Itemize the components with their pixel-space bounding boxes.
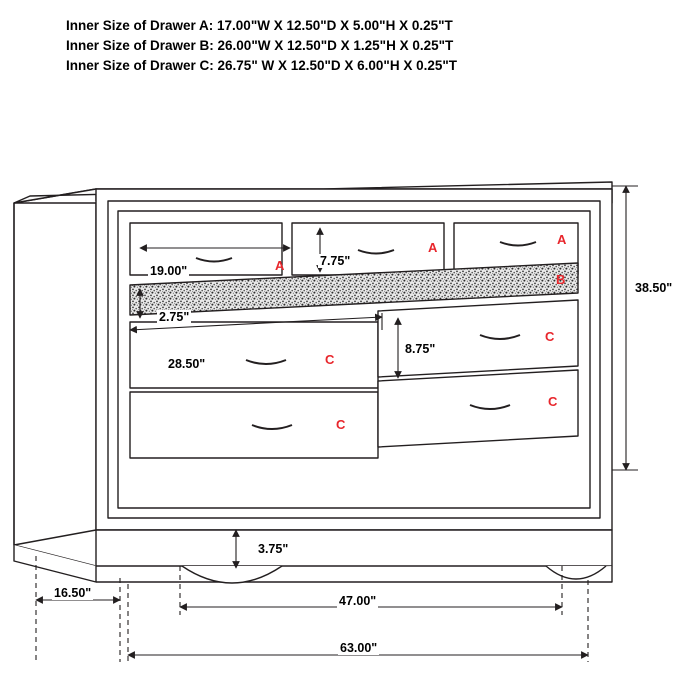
spec-line-drawer-a: Inner Size of Drawer A: 17.00"W X 12.50"D X 5.00"H X 0.25"T — [66, 18, 453, 33]
spec-line-drawer-c: Inner Size of Drawer C: 26.75" W X 12.50"D X 6.00"H X 0.25"T — [66, 58, 458, 73]
tag-c-lower-right: C — [548, 394, 558, 409]
tag-c-lower-left: C — [336, 417, 346, 432]
case-left-side-panel — [14, 189, 96, 545]
dim-label-base-width: 47.00" — [339, 594, 377, 608]
spec-line-drawer-b: Inner Size of Drawer B: 26.00"W X 12.50"D X 1.25"H X 0.25"T — [66, 38, 454, 53]
dim-label-drawer-b-height: 2.75" — [159, 310, 190, 324]
dim-label-drawer-a-width: 19.00" — [150, 264, 188, 278]
dim-label-case-height: 38.50" — [635, 281, 673, 295]
dim-label-drawer-c-width: 28.50" — [168, 357, 206, 371]
tag-c-upper-left: C — [325, 352, 335, 367]
dim-label-case-depth: 16.50" — [54, 586, 92, 600]
dim-label-overall-width: 63.00" — [340, 641, 378, 655]
dim-label-drawer-a-height: 7.75" — [320, 254, 351, 268]
tag-b-right: B — [556, 272, 566, 287]
dim-label-base-height: 3.75" — [258, 542, 289, 556]
dim-label-drawer-c-height: 8.75" — [405, 342, 436, 356]
tag-a-middle: A — [428, 240, 438, 255]
tag-c-upper-right: C — [545, 329, 555, 344]
tag-a-right: A — [557, 232, 567, 247]
tag-a-left: A — [275, 258, 285, 273]
case-base — [14, 530, 612, 583]
